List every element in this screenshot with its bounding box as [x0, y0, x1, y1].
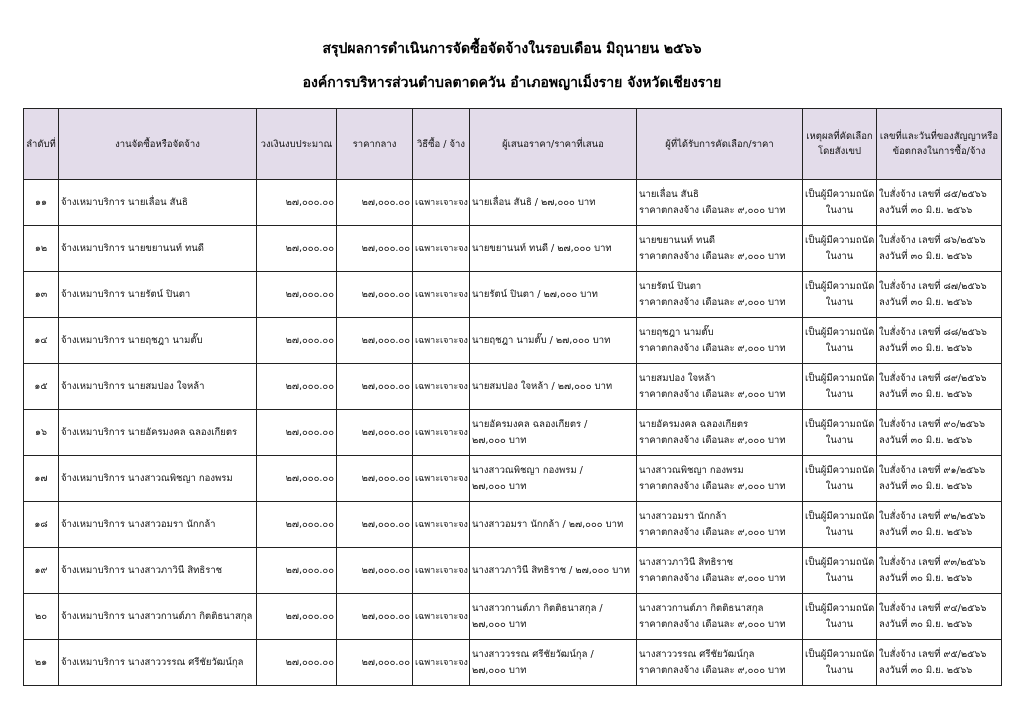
reason-line-2: ในงาน [825, 618, 854, 630]
reason-line-2: ในงาน [825, 388, 854, 400]
col-header-contract: เลขที่และวันที่ของสัญญาหรือข้อตกลงในการซื้อ/จ้าง [877, 109, 1002, 180]
row-bidder [470, 640, 637, 686]
selected-name: นายรัตน์ ปินตา [639, 280, 702, 292]
row-contract [877, 318, 1002, 364]
row-contract [877, 226, 1002, 272]
row-item: จ้างเหมาบริการ นางสาวณพิชญา กองพรม [59, 456, 257, 502]
row-item: จ้างเหมาบริการ นางสาวอมรา นักกล้า [59, 502, 257, 548]
selected-name: นายสมปอง ใจหล้า [639, 372, 716, 384]
reason-line-1: เป็นผู้มีความถนัด [805, 602, 875, 614]
bidder-line-1: นางสาวภาวินี สิทธิราช / ๒๗,๐๐๐ บาท [472, 564, 630, 576]
row-reason [803, 502, 877, 548]
bidder-line-1: นายสมปอง ใจหล้า / ๒๗,๐๐๐ บาท [472, 380, 613, 392]
reason-line-1: เป็นผู้มีความถนัด [805, 188, 875, 200]
selected-price: ราคาตกลงจ้าง เดือนละ ๙,๐๐๐ บาท [639, 664, 786, 676]
report-title: สรุปผลการดำเนินการจัดซื้อจัดจ้างในรอบเดือน มิถุนายน ๒๕๖๖ [322, 41, 702, 57]
row-selected [637, 272, 803, 318]
row-reason [803, 410, 877, 456]
row-number: ๑๔ [24, 318, 59, 364]
contract-number: ใบสั่งจ้าง เลขที่ ๙๕/๒๕๖๖ [879, 648, 987, 660]
row-contract [877, 364, 1002, 410]
row-contract [877, 640, 1002, 686]
row-budget: ๒๗,๐๐๐.๐๐ [257, 180, 337, 226]
bidder-line-1: นางสาวกานต์ภา กิตติธนาสกุล / [472, 602, 603, 614]
row-item: จ้างเหมาบริการ นายสมปอง ใจหล้า [59, 364, 257, 410]
col-header-item: งานจัดซื้อหรือจัดจ้าง [59, 109, 257, 180]
row-method: เฉพาะเจาะจง [413, 272, 470, 318]
row-selected [637, 364, 803, 410]
col-header-bidder: ผู้เสนอราคา/ราคาที่เสนอ [470, 109, 637, 180]
row-item: จ้างเหมาบริการ นายขยานนท์ ทนดี [59, 226, 257, 272]
row-number: ๑๘ [24, 502, 59, 548]
table-row [24, 318, 1002, 364]
row-item: จ้างเหมาบริการ นางสาวกานต์ภา กิตติธนาสกุล [59, 594, 257, 640]
row-item: จ้างเหมาบริการ นายอัครมงคล ฉลองเกียตร [59, 410, 257, 456]
row-median-price: ๒๗,๐๐๐.๐๐ [337, 456, 413, 502]
row-bidder [470, 226, 637, 272]
row-median-price: ๒๗,๐๐๐.๐๐ [337, 364, 413, 410]
row-number: ๑๙ [24, 548, 59, 594]
bidder-line-2: ๒๗,๐๐๐ บาท [472, 480, 527, 492]
bidder-line-1: นายเลื่อน สันธิ / ๒๗,๐๐๐ บาท [472, 196, 596, 208]
row-number: ๒๑ [24, 640, 59, 686]
row-median-price: ๒๗,๐๐๐.๐๐ [337, 272, 413, 318]
row-median-price: ๒๗,๐๐๐.๐๐ [337, 180, 413, 226]
row-number: ๒๐ [24, 594, 59, 640]
row-bidder [470, 180, 637, 226]
col-header-no: ลำดับที่ [24, 109, 59, 180]
row-reason [803, 456, 877, 502]
bidder-line-1: นางสาววรรณ ศรีชัยวัฒน์กุล / [472, 648, 594, 660]
table-row [24, 502, 1002, 548]
contract-date: ลงวันที่ ๓๐ มิ.ย. ๒๕๖๖ [879, 664, 973, 676]
row-contract [877, 272, 1002, 318]
reason-line-1: เป็นผู้มีความถนัด [805, 280, 875, 292]
reason-line-1: เป็นผู้มีความถนัด [805, 234, 875, 246]
selected-name: นางสาวณพิชญา กองพรม [639, 464, 744, 476]
row-selected [637, 456, 803, 502]
table-row [24, 640, 1002, 686]
row-budget: ๒๗,๐๐๐.๐๐ [257, 364, 337, 410]
row-contract [877, 594, 1002, 640]
contract-number: ใบสั่งจ้าง เลขที่ ๙๓/๒๕๖๖ [879, 556, 986, 568]
row-reason [803, 548, 877, 594]
row-selected [637, 226, 803, 272]
selected-price: ราคาตกลงจ้าง เดือนละ ๙,๐๐๐ บาท [639, 250, 786, 262]
row-selected [637, 502, 803, 548]
col-header-selected: ผู้ที่ได้รับการคัดเลือก/ราคา [637, 109, 803, 180]
row-budget: ๒๗,๐๐๐.๐๐ [257, 410, 337, 456]
bidder-line-1: นางสาวณพิชญา กองพรม / [472, 464, 583, 476]
selected-price: ราคาตกลงจ้าง เดือนละ ๙,๐๐๐ บาท [639, 296, 786, 308]
row-selected [637, 640, 803, 686]
contract-number: ใบสั่งจ้าง เลขที่ ๙๔/๒๕๖๖ [879, 602, 987, 614]
reason-line-1: เป็นผู้มีความถนัด [805, 464, 875, 476]
row-reason [803, 364, 877, 410]
selected-price: ราคาตกลงจ้าง เดือนละ ๙,๐๐๐ บาท [639, 388, 786, 400]
contract-number: ใบสั่งจ้าง เลขที่ ๙๐/๒๕๖๖ [879, 418, 985, 430]
selected-price: ราคาตกลงจ้าง เดือนละ ๙,๐๐๐ บาท [639, 572, 786, 584]
row-selected [637, 594, 803, 640]
reason-line-1: เป็นผู้มีความถนัด [805, 326, 875, 338]
reason-line-2: ในงาน [825, 250, 854, 262]
table-row [24, 180, 1002, 226]
row-bidder [470, 364, 637, 410]
row-number: ๑๒ [24, 226, 59, 272]
reason-line-1: เป็นผู้มีความถนัด [805, 510, 875, 522]
row-budget: ๒๗,๐๐๐.๐๐ [257, 318, 337, 364]
bidder-line-2: ๒๗,๐๐๐ บาท [472, 618, 527, 630]
row-number: ๑๕ [24, 364, 59, 410]
row-budget: ๒๗,๐๐๐.๐๐ [257, 502, 337, 548]
row-budget: ๒๗,๐๐๐.๐๐ [257, 594, 337, 640]
reason-line-1: เป็นผู้มีความถนัด [805, 372, 875, 384]
reason-line-2: ในงาน [825, 526, 854, 538]
reason-line-2: ในงาน [825, 480, 854, 492]
row-budget: ๒๗,๐๐๐.๐๐ [257, 548, 337, 594]
table-row [24, 594, 1002, 640]
row-method: เฉพาะเจาะจง [413, 548, 470, 594]
selected-name: นางสาววรรณ ศรีชัยวัฒน์กุล [639, 648, 755, 660]
reason-line-1: เป็นผู้มีความถนัด [805, 648, 875, 660]
reason-line-1: เป็นผู้มีความถนัด [805, 418, 875, 430]
row-reason [803, 318, 877, 364]
col-header-reason: เหตุผลที่คัดเลือกโดยสังเขป [803, 109, 877, 180]
row-contract [877, 180, 1002, 226]
contract-number: ใบสั่งจ้าง เลขที่ ๙๒/๒๕๖๖ [879, 510, 986, 522]
reason-line-2: ในงาน [825, 342, 854, 354]
contract-date: ลงวันที่ ๓๐ มิ.ย. ๒๕๖๖ [879, 526, 973, 538]
col-header-budget: วงเงินงบประมาณ [257, 109, 337, 180]
row-bidder [470, 456, 637, 502]
selected-name: นายอัครมงคล ฉลองเกียตร [639, 418, 749, 430]
row-item: จ้างเหมาบริการ นายฤชฎา นามตั๊บ [59, 318, 257, 364]
row-number: ๑๖ [24, 410, 59, 456]
contract-number: ใบสั่งจ้าง เลขที่ ๘๖/๒๕๖๖ [879, 234, 986, 246]
table-row [24, 456, 1002, 502]
row-budget: ๒๗,๐๐๐.๐๐ [257, 226, 337, 272]
selected-price: ราคาตกลงจ้าง เดือนละ ๙,๐๐๐ บาท [639, 434, 786, 446]
contract-date: ลงวันที่ ๓๐ มิ.ย. ๒๕๖๖ [879, 434, 973, 446]
contract-date: ลงวันที่ ๓๐ มิ.ย. ๒๕๖๖ [879, 342, 973, 354]
row-number: ๑๗ [24, 456, 59, 502]
row-method: เฉพาะเจาะจง [413, 456, 470, 502]
reason-line-2: ในงาน [825, 434, 854, 446]
selected-name: นายขยานนท์ ทนดี [639, 234, 715, 246]
selected-name: นายเลื่อน สันธิ [639, 188, 699, 200]
row-median-price: ๒๗,๐๐๐.๐๐ [337, 594, 413, 640]
selected-price: ราคาตกลงจ้าง เดือนละ ๙,๐๐๐ บาท [639, 618, 786, 630]
row-reason [803, 640, 877, 686]
row-contract [877, 502, 1002, 548]
reason-line-1: เป็นผู้มีความถนัด [805, 556, 875, 568]
contract-date: ลงวันที่ ๓๐ มิ.ย. ๒๕๖๖ [879, 572, 973, 584]
row-budget: ๒๗,๐๐๐.๐๐ [257, 456, 337, 502]
row-method: เฉพาะเจาะจง [413, 640, 470, 686]
row-median-price: ๒๗,๐๐๐.๐๐ [337, 640, 413, 686]
bidder-line-1: นายขยานนท์ ทนดี / ๒๗,๐๐๐ บาท [472, 242, 612, 254]
row-median-price: ๒๗,๐๐๐.๐๐ [337, 410, 413, 456]
row-method: เฉพาะเจาะจง [413, 318, 470, 364]
bidder-line-1: นายฤชฎา นามตั๊บ / ๒๗,๐๐๐ บาท [472, 334, 611, 346]
bidder-line-2: ๒๗,๐๐๐ บาท [472, 664, 527, 676]
selected-price: ราคาตกลงจ้าง เดือนละ ๙,๐๐๐ บาท [639, 480, 786, 492]
row-item: จ้างเหมาบริการ นางสาววรรณ ศรีชัยวัฒน์กุล [59, 640, 257, 686]
table-row [24, 548, 1002, 594]
row-reason [803, 594, 877, 640]
bidder-line-1: นายอัครมงคล ฉลองเกียตร / [472, 418, 588, 430]
bidder-line-1: นางสาวอมรา นักกล้า / ๒๗,๐๐๐ บาท [472, 518, 624, 530]
table-row [24, 364, 1002, 410]
contract-number: ใบสั่งจ้าง เลขที่ ๙๑/๒๕๖๖ [879, 464, 986, 476]
contract-date: ลงวันที่ ๓๐ มิ.ย. ๒๕๖๖ [879, 618, 973, 630]
table-header-row [24, 109, 1002, 180]
contract-number: ใบสั่งจ้าง เลขที่ ๘๗/๒๕๖๖ [879, 280, 987, 292]
selected-price: ราคาตกลงจ้าง เดือนละ ๙,๐๐๐ บาท [639, 204, 786, 216]
row-bidder [470, 502, 637, 548]
row-median-price: ๒๗,๐๐๐.๐๐ [337, 318, 413, 364]
row-contract [877, 548, 1002, 594]
selected-price: ราคาตกลงจ้าง เดือนละ ๙,๐๐๐ บาท [639, 526, 786, 538]
row-method: เฉพาะเจาะจง [413, 594, 470, 640]
bidder-line-2: ๒๗,๐๐๐ บาท [472, 434, 527, 446]
row-budget: ๒๗,๐๐๐.๐๐ [257, 640, 337, 686]
contract-date: ลงวันที่ ๓๐ มิ.ย. ๒๕๖๖ [879, 296, 973, 308]
reason-line-2: ในงาน [825, 296, 854, 308]
row-selected [637, 318, 803, 364]
row-contract [877, 456, 1002, 502]
row-bidder [470, 594, 637, 640]
row-method: เฉพาะเจาะจง [413, 180, 470, 226]
row-reason [803, 226, 877, 272]
row-number: ๑๓ [24, 272, 59, 318]
bidder-line-1: นายรัตน์ ปินตา / ๒๗,๐๐๐ บาท [472, 288, 598, 300]
row-median-price: ๒๗,๐๐๐.๐๐ [337, 502, 413, 548]
row-bidder [470, 548, 637, 594]
contract-date: ลงวันที่ ๓๐ มิ.ย. ๒๕๖๖ [879, 204, 973, 216]
selected-name: นางสาวอมรา นักกล้า [639, 510, 727, 522]
procurement-table [23, 108, 1002, 686]
table-row [24, 226, 1002, 272]
row-method: เฉพาะเจาะจง [413, 502, 470, 548]
reason-line-2: ในงาน [825, 572, 854, 584]
selected-name: นางสาวกานต์ภา กิตติธนาสกุล [639, 602, 764, 614]
selected-name: นายฤชฎา นามตั๊บ [639, 326, 714, 338]
col-header-method: วิธีซื้อ / จ้าง [413, 109, 470, 180]
row-budget: ๒๗,๐๐๐.๐๐ [257, 272, 337, 318]
row-reason [803, 272, 877, 318]
contract-number: ใบสั่งจ้าง เลขที่ ๘๕/๒๕๖๖ [879, 188, 987, 200]
reason-line-2: ในงาน [825, 664, 854, 676]
col-header-median-price: ราคากลาง [337, 109, 413, 180]
table-row [24, 410, 1002, 456]
row-selected [637, 410, 803, 456]
row-item: จ้างเหมาบริการ นางสาวภาวินี สิทธิราช [59, 548, 257, 594]
reason-line-2: ในงาน [825, 204, 854, 216]
row-number: ๑๑ [24, 180, 59, 226]
row-item: จ้างเหมาบริการ นายรัตน์ ปินตา [59, 272, 257, 318]
selected-name: นางสาวภาวินี สิทธิราช [639, 556, 734, 568]
table-row [24, 272, 1002, 318]
row-selected [637, 548, 803, 594]
contract-date: ลงวันที่ ๓๐ มิ.ย. ๒๕๖๖ [879, 388, 973, 400]
row-contract [877, 410, 1002, 456]
row-bidder [470, 410, 637, 456]
row-selected [637, 180, 803, 226]
selected-price: ราคาตกลงจ้าง เดือนละ ๙,๐๐๐ บาท [639, 342, 786, 354]
row-median-price: ๒๗,๐๐๐.๐๐ [337, 548, 413, 594]
row-bidder [470, 318, 637, 364]
row-method: เฉพาะเจาะจง [413, 226, 470, 272]
contract-date: ลงวันที่ ๓๐ มิ.ย. ๒๕๖๖ [879, 480, 973, 492]
row-method: เฉพาะเจาะจง [413, 410, 470, 456]
row-item: จ้างเหมาบริการ นายเลื่อน สันธิ [59, 180, 257, 226]
row-median-price: ๒๗,๐๐๐.๐๐ [337, 226, 413, 272]
row-method: เฉพาะเจาะจง [413, 364, 470, 410]
contract-number: ใบสั่งจ้าง เลขที่ ๘๙/๒๕๖๖ [879, 372, 987, 384]
contract-date: ลงวันที่ ๓๐ มิ.ย. ๒๕๖๖ [879, 250, 973, 262]
row-bidder [470, 272, 637, 318]
organization-subtitle: องค์การบริหารส่วนตำบลตาดควัน อำเภอพญาเม็งราย จังหวัดเชียงราย [302, 75, 722, 91]
row-reason [803, 180, 877, 226]
contract-number: ใบสั่งจ้าง เลขที่ ๘๘/๒๕๖๖ [879, 326, 987, 338]
